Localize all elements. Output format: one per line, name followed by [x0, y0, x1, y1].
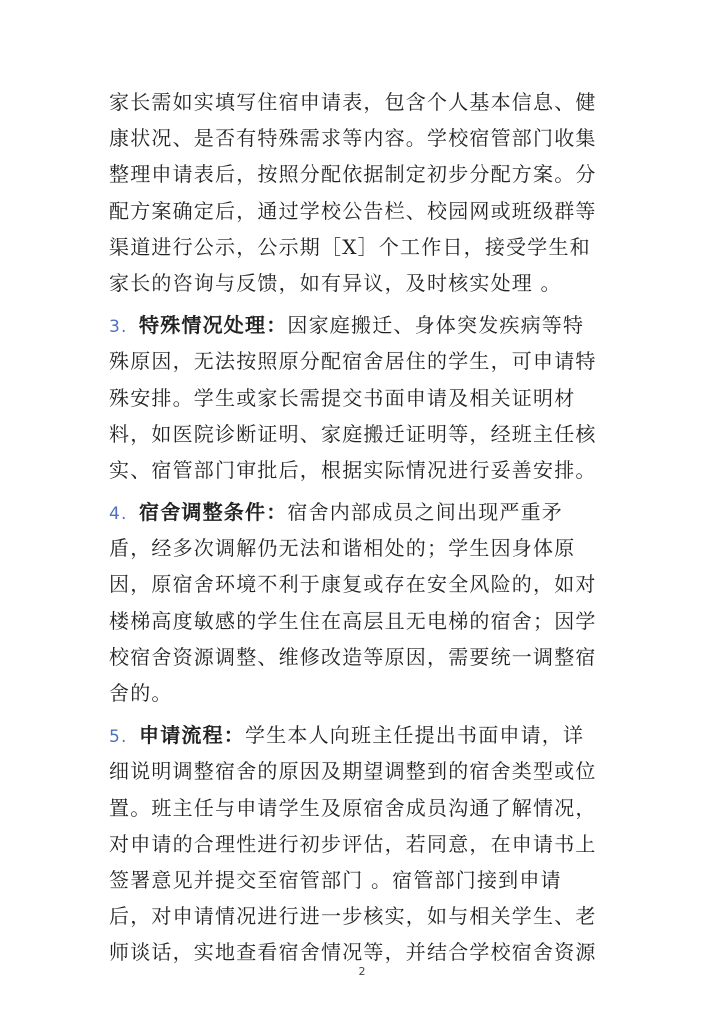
intro-line: 家长的咨询与反馈，如有异议，及时核实处理 。: [109, 270, 562, 295]
item-3-number: 3.: [109, 317, 128, 338]
item-5-line: 师谈话，实地查看宿舍情况等，并结合学校宿舍资源: [109, 940, 597, 965]
item-4-title: 宿舍调整条件：: [139, 500, 288, 525]
item-5-heading: [109, 717, 614, 753]
intro-line: 家长需如实填写住宿申请表，包含个人基本信息、健: [109, 90, 597, 114]
item-3-first-line: 因家庭搬迁、身体突发疾病等特: [287, 313, 585, 338]
item-4-line: 校宿舍资源调整、维修改造等原因，需要统一调整宿: [109, 644, 597, 669]
item-4-line: 舍的。: [109, 681, 173, 705]
item-3-title: 特殊情况处理：: [139, 313, 288, 338]
item-4-line: 因，原宿舍环境不利于康复或存在安全风险的，如对: [109, 572, 597, 597]
item-5-line: 细说明调整宿舍的原因及期望调整到的宿舍类型或位: [109, 759, 597, 784]
item-3-heading: [109, 307, 614, 343]
item-4-first-line: 宿舍内部成员之间出现严重矛: [287, 500, 564, 525]
item-3-line: 殊原因，无法按照原分配宿舍居住的学生，可申请特: [109, 349, 597, 374]
item-5-number: 5.: [109, 727, 128, 748]
item-5-line: 后，对申请情况进行进一步核实，如与相关学生、老: [109, 904, 597, 929]
intro-line: 渠道进行公示，公示期［X］个工作日，接受学生和: [109, 234, 591, 259]
item-4-line: 楼梯高度敏感的学生住在高层且无电梯的宿舍；因学: [109, 608, 597, 633]
item-5-line: 对申请的合理性进行初步评估，若同意，在申请书上: [109, 831, 597, 856]
item-5-line: 置。班主任与申请学生及原宿舍成员沟通了解情况，: [109, 795, 597, 820]
item-4-number: 4.: [109, 504, 128, 525]
intro-line: 配方案确定后，通过学校公告栏、校园网或班级群等: [109, 198, 597, 223]
item-5-line: 签署意见并提交至宿管部门 。宿管部门接到申请: [109, 867, 562, 892]
item-3-line: 殊安排。学生或家长需提交书面申请及相关证明材: [109, 385, 576, 410]
item-5-first-line: 学生本人向班主任提出书面申请，详: [245, 723, 585, 748]
item-4-line: 盾，经多次调解仍无法和谐相处的；学生因身体原: [109, 536, 576, 561]
page-number: 2: [358, 965, 366, 978]
item-4-heading: [109, 494, 614, 530]
item-3-line: 料，如医院诊断证明、家庭搬迁证明等，经班主任核: [109, 421, 597, 446]
intro-line: 康状况、是否有特殊需求等内容。学校宿管部门收集: [109, 126, 597, 151]
document-body: [109, 84, 614, 971]
item-3-line: 实、宿管部门审批后，根据实际情况进行妥善安排。: [109, 457, 597, 482]
intro-line: 整理申请表后，按照分配依据制定初步分配方案。分: [109, 162, 597, 187]
item-5-title: 申请流程：: [139, 723, 245, 748]
